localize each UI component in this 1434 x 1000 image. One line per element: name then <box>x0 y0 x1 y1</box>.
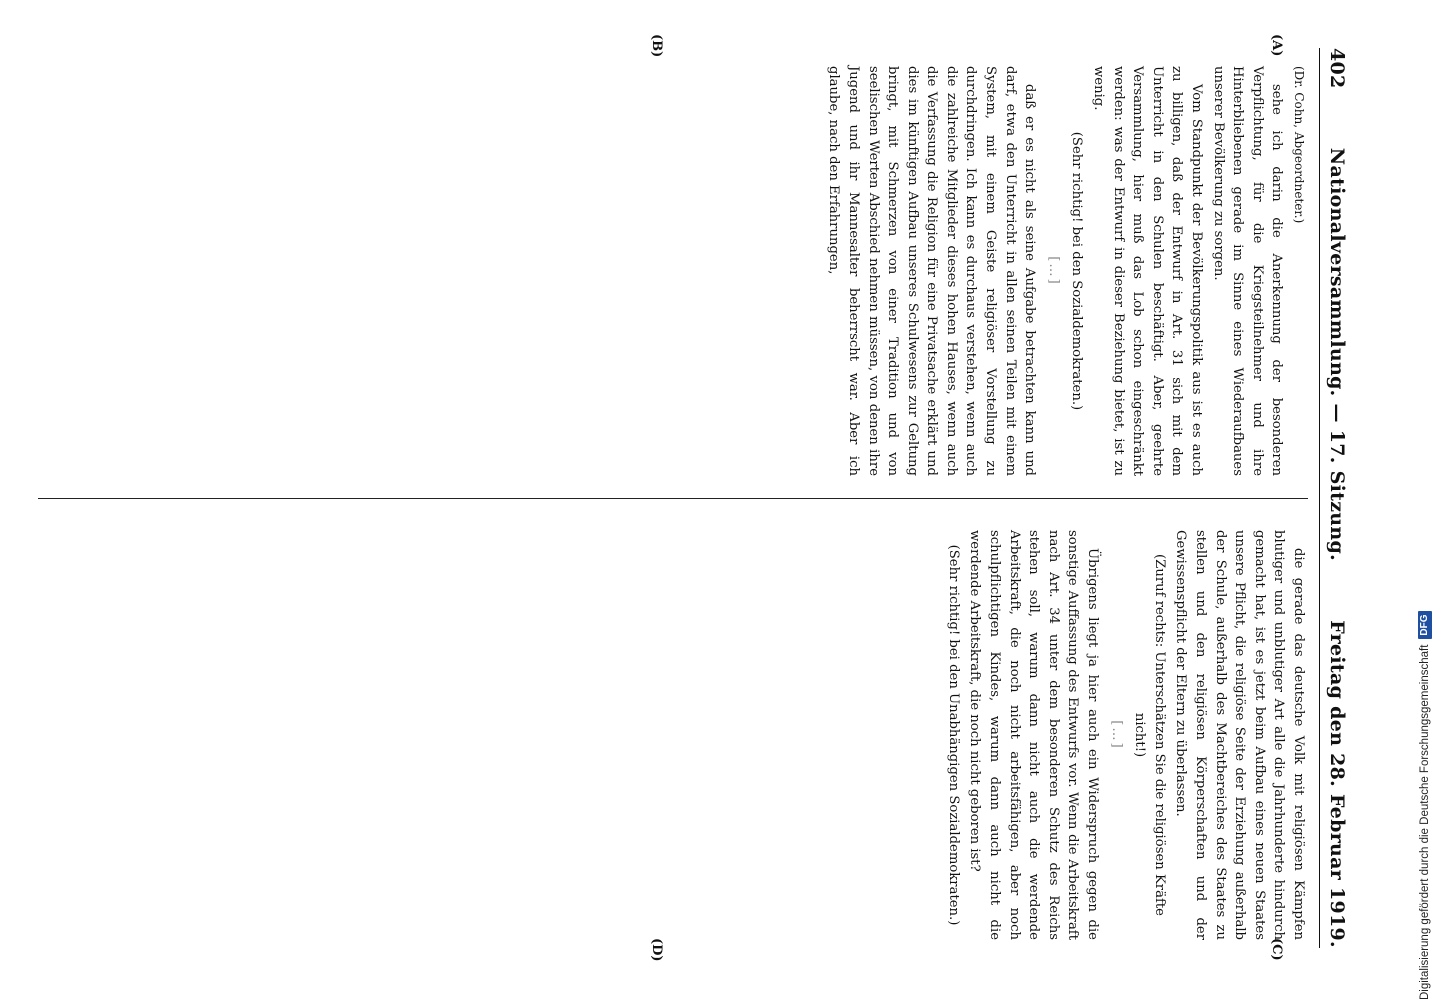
dfg-logo: DFG <box>1418 611 1432 638</box>
right-column <box>38 530 1308 940</box>
interjection: (Zuruf rechts: Unterschätzen Sie die religiösen Kräfte nicht!) <box>1132 554 1167 916</box>
digitization-credit: Digitalisierung gefördert durch die Deutsche Forschungsgemeinschaft <box>1419 644 1431 1000</box>
paragraph: daß er es nicht als seine Aufgabe betrachten kann und darf, etwa den Unterricht in allen seinen Teilen mit einem System, mit einem Geiste religiöser Vorstellung zu durchdringen. Ich kann es durchaus verstehen, wenn auch die zahlreiche Mitglieder dieses hohen Hauses, wenn auch die Verfassung die Religion für eine Privatsache erklärt und dies im künftigen Aufbau unseres Schulwesens zur Geltung bringt, mit Schmerzen von einer Tradition und von seelischen Werten Abschied nehmen müssen, von denen ihre Jugend und ihr Mannesalter beherrscht war. Aber ich glaube, nach den Erfahrungen, <box>826 66 1038 476</box>
omission-marker: […] <box>1045 256 1061 286</box>
session-date: Freitag den 28. Februar 1919. <box>1326 620 1348 948</box>
margin-marker-c: (C) <box>1269 938 1284 961</box>
margin-marker-d: (D) <box>649 938 664 962</box>
interjection: (Sehr richtig! bei den Sozialdemokraten.) <box>1069 131 1085 411</box>
margin-marker-a: (A) <box>1269 34 1284 57</box>
omission-marker: […] <box>1108 720 1124 750</box>
page-number: 402 <box>1326 48 1348 89</box>
margin-marker-b: (B) <box>649 34 664 58</box>
rotated-page <box>24 28 1364 968</box>
page-header <box>1319 48 1348 948</box>
paragraph: die gerade das deutsche Volk mit religiösen Kämpfen blutiger und unblutiger Art alle die Jahrhunderte hindurch gemacht hat, ist es jetzt beim Aufbau eines neuen Staates unsere Pflicht, die religiöse Seite der Erziehung außerhalb der Schule, außerhalb des Machtbereiches des Staates zu stellen und den religiösen Körperschaften und der Gewissenspflicht der Eltern zu überlassen. <box>1173 530 1306 940</box>
interjection: (Sehr richtig! bei den Unabhängigen Sozialdemokraten.) <box>945 544 961 926</box>
paragraph: Übrigens liegt ja hier auch ein Widerspruch gegen die sonstige Auffassung des Entwurfs vor. Wenn die Arbeitskraft nach Art. 34 unter dem besonderen Schutz des Reichs stehen soll, warum dann nicht auch die werdende Arbeitskraft, die noch nicht arbeitsfähigen, aber noch schulpflichtigen Kindes, warum dann auch nicht die werdende Arbeitskraft, die noch nicht geboren ist? <box>967 530 1101 940</box>
column-divider <box>38 498 1308 499</box>
session-title: Nationalversammlung. — 17. Sitzung. <box>1326 147 1348 562</box>
paragraph: Vom Standpunkt der Bevölkerungspolitik aus ist es auch zu billigen, daß der Entwurf in Art. 31 sich mit dem Unterricht in den Schulen beschäftigt. Aber, geehrte Versammlung, hier muß das Lob schon eingeschränkt werden: was der Entwurf in dieser Beziehung bietet, ist zu wenig. <box>1091 66 1205 476</box>
speaker-tag: (Dr. Cohn, Abgeordneter.) <box>1292 66 1306 224</box>
digitization-sidebar <box>1416 10 1434 1000</box>
left-column <box>38 66 1308 476</box>
paragraph: sehe ich darin die Anerkennung der besonderen Verpflichtung, für die Kriegsteilnehmer und ihre Hinterbliebenen gerade im Sinne eines Wiederaufbaues unserer Bevölkerung zu sorgen. <box>1210 66 1285 476</box>
